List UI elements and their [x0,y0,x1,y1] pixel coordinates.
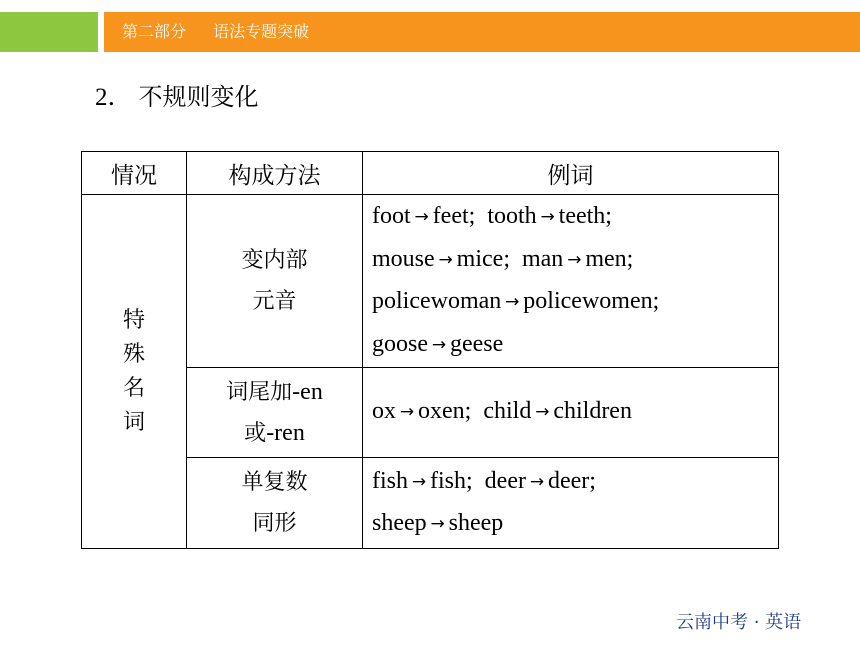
arrow-right-icon: → [567,249,582,270]
plural-word: geese [450,330,504,357]
header-bar [104,12,860,52]
header-topic: 语法专题突破 [213,22,310,41]
plural-word: deer [547,467,590,494]
method-line: 词尾加-en [226,378,323,405]
arrow-right-icon: → [414,207,429,227]
header-accent-green [0,12,98,52]
arrow-right-icon: → [399,402,415,423]
plural-word: policewomen [523,288,653,314]
table-row [82,195,779,368]
singular-word: man [521,245,564,272]
examples-cell [363,458,779,549]
table-row [82,368,779,458]
header-situation: 情况 [82,152,187,195]
section-title-text: 不规则变化 [138,83,259,111]
singular-word: fish [372,467,408,494]
method-line: 同形 [252,511,297,536]
category-label: 特殊名词 [122,307,145,435]
example-line: mouse → mice; man → men; [372,239,778,282]
method-line: 单复数 [241,470,308,495]
plural-word: men [585,245,627,272]
footer-label: 云南中考 · 英语 [676,612,802,633]
header-examples: 例词 [363,152,779,195]
singular-word: deer [484,467,526,494]
examples-cell [363,195,779,368]
example-line: fish → fish; deer → deer; [372,461,778,504]
arrow-right-icon: → [529,471,545,492]
singular-word: mouse [372,245,435,272]
singular-word: goose [372,330,428,357]
examples-cell [363,368,779,458]
plural-word: sheep [448,510,504,536]
example-line [372,324,778,367]
arrow-right-icon: → [540,207,555,227]
header-method: 构成方法 [187,152,363,195]
plural-word: mice [456,245,504,272]
method-line: 元音 [252,289,297,314]
plural-word: children [553,398,632,425]
arrow-right-icon: → [505,292,520,312]
singular-word: sheep [372,510,427,536]
singular-word: tooth [487,203,537,229]
plural-word: feet [432,203,469,229]
section-number: 2． [95,84,133,111]
irregular-plural-table [81,151,779,549]
arrow-right-icon: → [430,514,445,534]
singular-word: foot [372,203,411,229]
plural-word: teeth [558,203,606,229]
category-cell [82,195,187,549]
plural-word: fish [430,467,466,494]
method-cell [187,368,363,458]
header-part: 第二部分 [122,22,187,41]
arrow-right-icon: → [438,249,453,270]
example-line: policewoman → policewomen; [372,281,778,324]
arrow-right-icon: → [431,334,447,355]
singular-word: policewoman [372,288,502,314]
table-row [82,458,779,549]
method-line: 变内部 [241,248,308,273]
method-cell [187,458,363,549]
singular-word: ox [372,398,396,425]
method-cell [187,195,363,368]
section-title [95,80,259,115]
arrow-right-icon: → [535,402,550,423]
arrow-right-icon: → [411,471,427,492]
example-line [372,503,778,546]
plural-word: oxen [418,398,465,425]
method-line: 或-ren [244,419,305,446]
table-header-row [82,152,779,195]
example-line: ox → oxen; child → children [372,391,778,434]
singular-word: child [483,398,532,425]
example-line: foot → feet; tooth → teeth; [372,196,778,239]
